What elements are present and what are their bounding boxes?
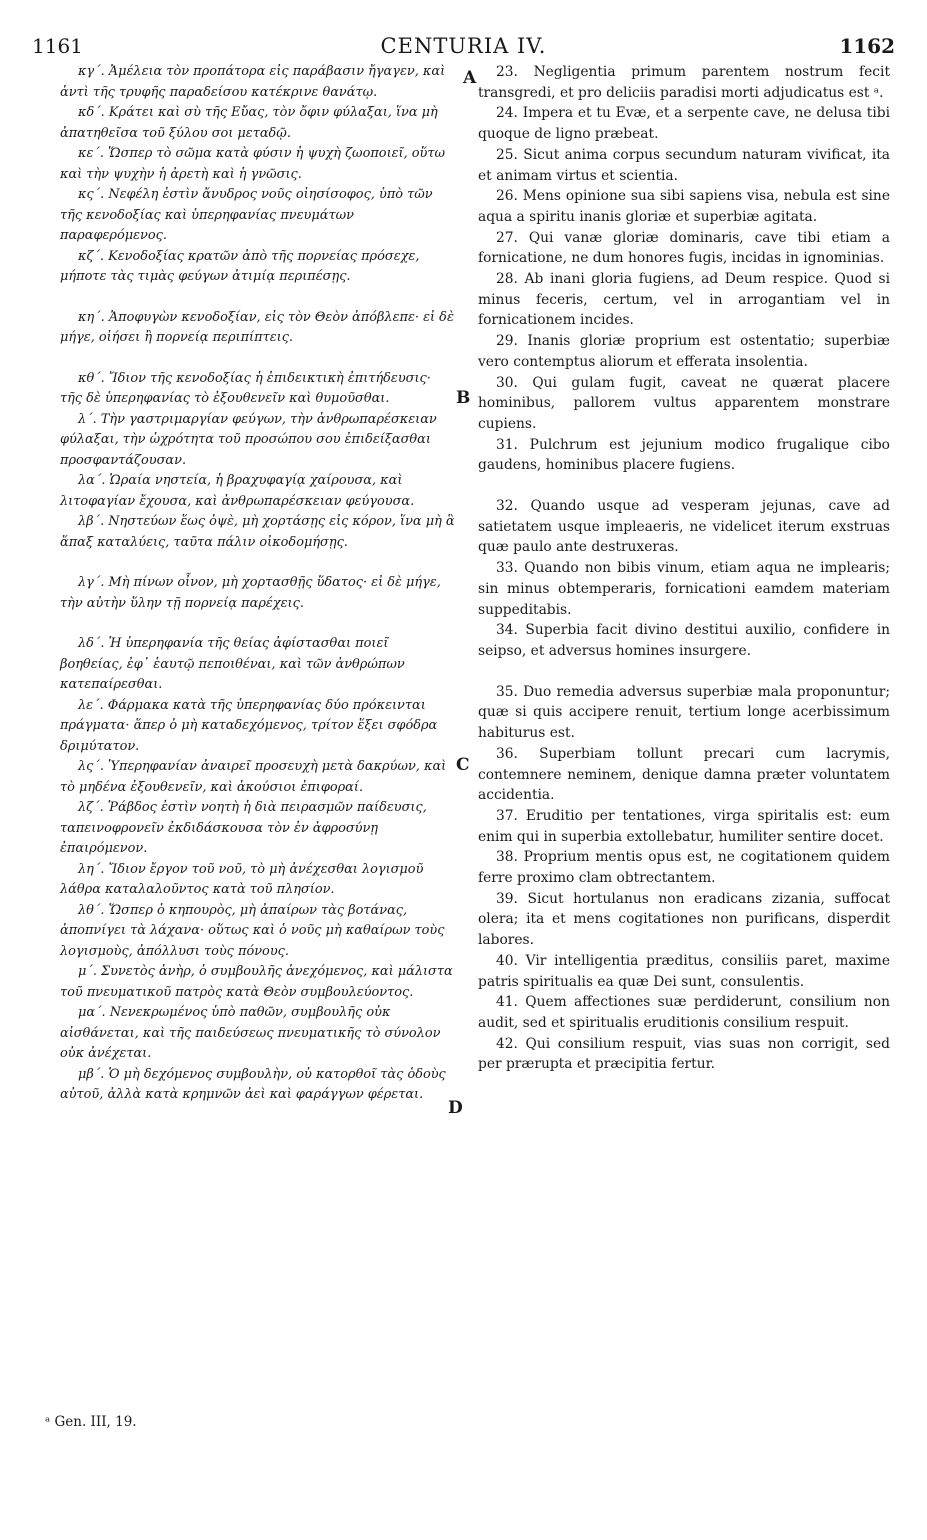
latin-paragraph: 31. Pulchrum est jejunium modico frugalique cibo gaudens, hominibus placere fugiens. xyxy=(478,436,890,474)
greek-paragraph: μα΄. Νενεκρωμένος ὑπὸ παθῶν, συμβουλῆς οὐκ αἰσθάνεται, καὶ τῆς παιδεύσεως πνευματικῆς τὸ σύνολον οὐκ ἀνέχεται. xyxy=(60,1005,441,1061)
footnote: ᵃ Gen. III, 19. xyxy=(45,1414,137,1430)
latin-paragraph: 33. Quando non bibis vinum, etiam aqua ne implearis; sin minus obtemperaris, fornicationi eamdem materiam suppeditabis. xyxy=(478,560,890,618)
page-number-right: 1162 xyxy=(839,34,895,58)
section-marker-d: D xyxy=(448,1098,463,1118)
greek-paragraph: λη΄. Ἴδιον ἔργον τοῦ νοῦ, τὸ μὴ ἀνέχεσθαι λογισμοῦ λάθρα καταλαλοῦντος κατὰ τοῦ πλησίον. xyxy=(60,861,424,897)
greek-paragraph: κζ΄. Κενοδοξίας κρατῶν ἀπὸ τῆς πορνείας πρόσεχε, μήποτε τὰς τιμὰς φεύγων ἀτιμίᾳ περιπέσῃς. xyxy=(60,248,420,284)
latin-paragraph: 42. Qui consilium respuit, vias suas non corrigit, sed per prærupta et præcipitia fertur. xyxy=(478,1035,890,1073)
greek-paragraph: λγ΄. Μὴ πίνων οἶνον, μὴ χορτασθῇς ὕδατος· εἰ δὲ μήγε, τὴν αὐτὴν ὕλην τῇ πορνείᾳ παρέχεις. xyxy=(60,575,441,611)
latin-paragraph: 28. Ab inani gloria fugiens, ad Deum respice. Quod si minus feceris, certum, vel in arrogantiam vel in fornicationem incides. xyxy=(478,271,890,329)
latin-paragraph: 37. Eruditio per tentationes, virga spiritalis est: eum enim qui in superbia extollebatur, humiliter sentire docet. xyxy=(478,807,890,845)
greek-paragraph: λς΄. Ὑπερηφανίαν ἀναιρεῖ προσευχὴ μετὰ δακρύων, καὶ τὸ μηδένα ἐξουθενεῖν, καὶ ἀκούσιοι ἐπιφοραί. xyxy=(60,759,447,795)
greek-paragraph: λβ΄. Νηστεύων ἕως ὀψὲ, μὴ χορτάσῃς εἰς κόρον, ἵνα μὴ ἃ ἅπαξ καταλύεις, ταῦτα πάλιν οἰκοδομήσῃς. xyxy=(60,514,455,550)
greek-paragraph: κγ΄. Ἀμέλεια τὸν προπάτορα εἰς παράβασιν ἤγαγεν, καὶ ἀντὶ τῆς τρυφῆς παραδείσου κατέκρινε θανάτῳ. xyxy=(60,64,446,100)
page-number-left: 1161 xyxy=(32,34,83,58)
latin-column xyxy=(478,62,890,1075)
greek-paragraph: κθ΄. Ἴδιον τῆς κενοδοξίας ἡ ἐπιδεικτικὴ ἐπιτήδευσις· τῆς δὲ ὑπερηφανίας τὸ ἐξουθενεῖν καὶ θυμοῦσθαι. xyxy=(60,370,431,406)
latin-paragraph: 29. Inanis gloriæ proprium est ostentatio; superbiæ vero contemptus aliorum et efferata insolentia. xyxy=(478,333,890,370)
greek-paragraph: λ΄. Τὴν γαστριμαργίαν φεύγων, τὴν ἀνθρωπαρέσκειαν φύλαξαι, τὴν ὠχρότητα τοῦ προσώπου σου ἐπιδείξασθαι προσφαντάζουσαν. xyxy=(60,411,437,468)
latin-paragraph: 36. Superbiam tollunt precari cum lacrymis, contemnere neminem, denique damna præter voluntatem accidentia. xyxy=(478,745,890,804)
latin-paragraph: 26. Mens opinione sua sibi sapiens visa, nebula est sine aqua a spiritu inanis gloriæ et superbiæ agitata. xyxy=(478,188,890,225)
latin-paragraph: 34. Superbia facit divino destitui auxilio, confidere in seipso, et adversus homines insurgere. xyxy=(478,622,890,659)
greek-paragraph: λδ΄. Ἡ ὑπερηφανία τῆς θείας ἀφίστασθαι ποιεῖ βοηθείας, ἐφ᾽ ἑαυτῷ πεποιθέναι, καὶ τῶν ἀνθρώπων κατεπαίρεσθαι. xyxy=(60,636,405,692)
greek-paragraph: κς΄. Νεφέλη ἐστὶν ἄνυδρος νοῦς οἰησίσοφος, ὑπὸ τῶν τῆς κενοδοξίας καὶ ὑπερηφανίας πνευμάτων παραφερόμενος. xyxy=(60,187,433,243)
page-header xyxy=(0,34,927,60)
latin-paragraph: 27. Qui vanæ gloriæ dominaris, cave tibi etiam a fornicatione, ne dum honores fugis, incidas in ignominias. xyxy=(478,229,890,267)
latin-paragraph: 40. Vir intelligentia præditus, consiliis paret, maxime patris spiritualis ea quæ Dei sunt, consulentis. xyxy=(478,952,890,990)
greek-paragraph: λθ΄. Ὥσπερ ὁ κηπουρὸς, μὴ ἀπαίρων τὰς βοτάνας, ἀποπνίγει τὰ λάχανα· οὕτως καὶ ὁ νοῦς μὴ καθαίρων τοὺς λογισμοὺς, ἀπόλλυσι τοὺς πόνους. xyxy=(60,902,445,959)
latin-paragraph: 41. Quem affectiones suæ perdiderunt, consilium non audit, sed et spiritualis eruditionis consilium respuit. xyxy=(478,994,890,1031)
latin-paragraph: 25. Sicut anima corpus secundum naturam vivificat, ita et animam virtus et scientia. xyxy=(478,146,890,184)
latin-paragraph: 23. Negligentia primum parentem nostrum fecit transgredi, et pro deliciis paradisi morti adjudicatus est ᵃ. xyxy=(478,64,890,101)
latin-paragraph: 38. Proprium mentis opus est, ne cogitationem quidem ferre proximo clam obtrectantem. xyxy=(478,849,890,887)
section-marker-b: B xyxy=(456,388,471,408)
greek-paragraph: κε΄. Ὥσπερ τὸ σῶμα κατὰ φύσιν ἡ ψυχὴ ζωοποιεῖ, οὕτω καὶ τὴν ψυχὴν ἡ ἀρετὴ καὶ ἡ γνῶσις. xyxy=(60,146,446,182)
section-marker-c: C xyxy=(456,755,470,775)
section-marker-a: A xyxy=(463,68,477,88)
latin-paragraph: 30. Qui gulam fugit, caveat ne quærat placere hominibus, pallorem vultus apparentem monstrare cupiens. xyxy=(478,374,890,432)
latin-paragraph: 24. Impera et tu Evæ, et a serpente cave, ne delusa tibi quoque de ligno præbeat. xyxy=(478,105,890,143)
greek-paragraph: λζ΄. Ῥάβδος ἐστὶν νοητὴ ἡ διὰ πειρασμῶν παίδευσις, ταπεινοφρονεῖν ἐκδιδάσκουσα τὸν ἐν ἀφροσύνῃ ἐπαιρόμενον. xyxy=(60,800,427,856)
greek-column xyxy=(60,62,455,1106)
greek-paragraph: λα΄. Ὡραία νηστεία, ἡ βραχυφαγίᾳ χαίρουσα, καὶ λιτοφαγίαν ἔχουσα, καὶ ἀνθρωπαρέσκειαν φεύγουσα. xyxy=(60,473,415,509)
greek-paragraph: μβ΄. Ὁ μὴ δεχόμενος συμβουλὴν, οὐ κατορθοῖ τὰς ὁδοὺς αὐτοῦ, ἀλλὰ κατὰ κρημνῶν ἀεὶ καὶ φαράγγων φέρεται. xyxy=(60,1066,446,1102)
greek-paragraph: κδ΄. Κράτει καὶ σὺ τῆς Εὔας, τὸν ὄφιν φύλαξαι, ἵνα μὴ ἀπατηθεῖσα τοῦ ξύλου σοι μεταδῷ. xyxy=(60,105,438,141)
latin-paragraph: 35. Duo remedia adversus superbiæ mala proponuntur; quæ si quis accipere renuit, tertium longe acerbissimum habiturus est. xyxy=(478,683,890,742)
greek-paragraph: λε΄. Φάρμακα κατὰ τῆς ὑπερηφανίας δύο πρόκεινται πράγματα· ἅπερ ὁ μὴ καταδεχόμενος, τρίτον ἕξει σφόδρα δριμύτατον. xyxy=(60,697,438,754)
latin-paragraph: 39. Sicut hortulanus non eradicans zizania, suffocat olera; ita et mens cogitationes non purificans, disperdit labores. xyxy=(478,890,890,949)
greek-paragraph: κη΄. Ἀποφυγὼν κενοδοξίαν, εἰς τὸν Θεὸν ἀπόβλεπε· εἰ δὲ μήγε, οἰήσει ἢ πορνείᾳ περιπίπτεις. xyxy=(60,309,454,345)
greek-paragraph: μ΄. Συνετὸς ἀνὴρ, ὁ συμβουλῆς ἀνεχόμενος, καὶ μάλιστα τοῦ πνευματικοῦ πατρὸς κατὰ Θεὸν συμβουλεύοντος. xyxy=(60,964,453,1000)
running-title: CENTURIA IV. xyxy=(380,34,547,58)
latin-paragraph: 32. Quando usque ad vesperam jejunas, cave ad satietatem usque impleaeris, ne videlicet iterum exstruas quæ paulo ante destruxeras. xyxy=(478,498,890,556)
